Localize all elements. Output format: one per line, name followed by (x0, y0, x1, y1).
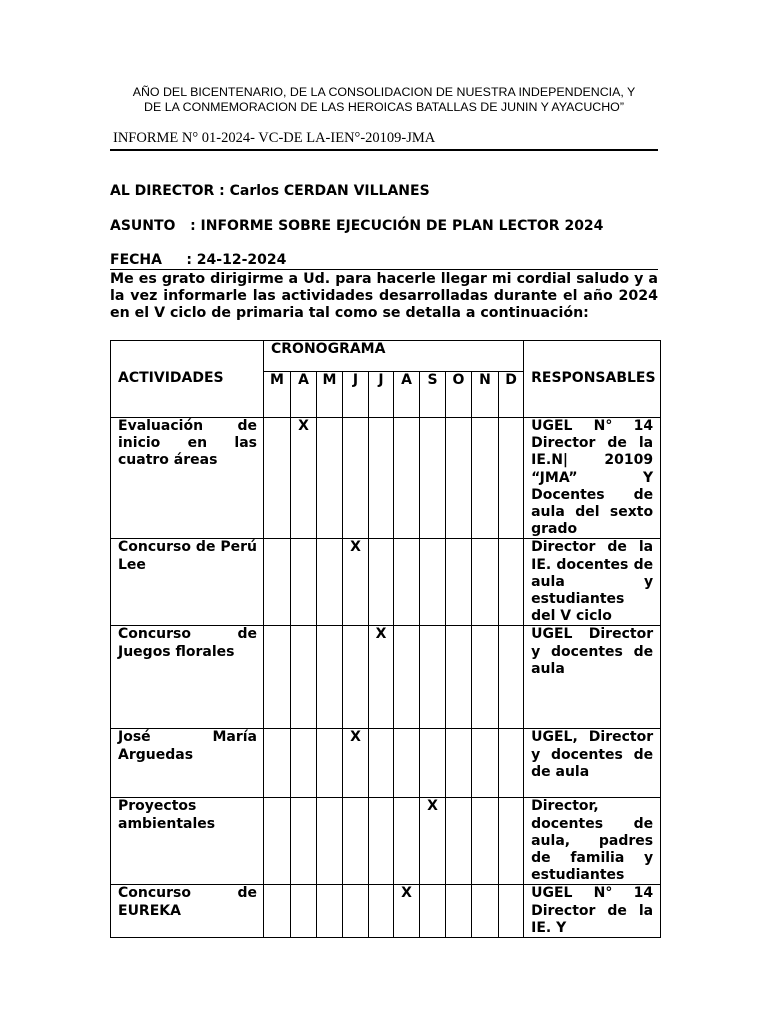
activity-cell: Concurso de Perú Lee (111, 539, 264, 626)
schedule-cell (369, 418, 394, 539)
header-rule (110, 149, 658, 151)
col-actividades-header: ACTIVIDADES (111, 341, 264, 418)
schedule-cell (317, 626, 343, 729)
schedule-cell (446, 539, 472, 626)
schedule-cell (420, 539, 446, 626)
month-header: J (369, 372, 394, 418)
table-row (111, 626, 661, 729)
responsables-cell: UGEL Director y docentes de aula (524, 626, 661, 729)
schedule-cell (499, 729, 524, 798)
responsables-cell: UGEL N° 14 Director de la IE.N| 20109 “JMA” Y Docentes de aula del sexto grado (524, 418, 661, 539)
schedule-cell (472, 418, 499, 539)
schedule-cell (291, 885, 317, 938)
body-paragraph: Me es grato dirigirme a Ud. para hacerle llegar mi cordial saludo y a la vez informarle las actividades desarrolladas durante el año 2024 en el V ciclo de primaria tal como se detalla a continuación: (110, 271, 658, 321)
month-header: A (291, 372, 317, 418)
schedule-mark: X (394, 885, 420, 938)
schedule-cell (317, 798, 343, 885)
month-header: O (446, 372, 472, 418)
activity-cell: Concurso de Juegos florales (111, 626, 264, 729)
schedule-cell (394, 729, 420, 798)
schedule-cell (369, 798, 394, 885)
schedule-cell (291, 798, 317, 885)
schedule-cell (420, 626, 446, 729)
responsables-cell: Director, docentes de aula, padres de familia y estudiantes (524, 798, 661, 885)
fecha-rule (110, 269, 658, 270)
schedule-cell (499, 798, 524, 885)
month-header: N (472, 372, 499, 418)
schedule-cell (499, 885, 524, 938)
activity-cell: José María Arguedas (111, 729, 264, 798)
schedule-cell (499, 626, 524, 729)
schedule-mark: X (420, 798, 446, 885)
schedule-cell (472, 626, 499, 729)
responsables-cell: UGEL N° 14 Director de la IE. Y (524, 885, 661, 938)
schedule-cell (394, 626, 420, 729)
schedule-cell (317, 539, 343, 626)
schedule-cell (291, 539, 317, 626)
schedule-cell (446, 885, 472, 938)
schedule-mark: X (343, 539, 369, 626)
schedule-cell (369, 729, 394, 798)
schedule-cell (264, 885, 291, 938)
schedule-cell (343, 418, 369, 539)
month-header: J (343, 372, 369, 418)
fecha-field: FECHA : 24-12-2024 (110, 252, 287, 268)
header-line-1: AÑO DEL BICENTENARIO, DE LA CONSOLIDACION DE NUESTRA INDEPENDENCIA, Y (132, 85, 636, 99)
informe-number: INFORME N° 01-2024- VC-DE LA-IEN°-20109-JMA (113, 130, 436, 146)
schedule-cell (394, 418, 420, 539)
col-cronograma-header: CRONOGRAMA (264, 341, 524, 372)
activity-cell: Evaluación de inicio en las cuatro áreas (111, 418, 264, 539)
schedule-cell (472, 798, 499, 885)
month-header: A (394, 372, 420, 418)
header-line-2: DE LA CONMEMORACION DE LAS HEROICAS BATALLAS DE JUNIN Y AYACUCHO” (144, 100, 624, 114)
director-field: AL DIRECTOR : Carlos CERDAN VILLANES (110, 183, 430, 199)
activity-cell: Proyectos ambientales (111, 798, 264, 885)
activity-cell: Concurso de EUREKA (111, 885, 264, 938)
schedule-cell (343, 626, 369, 729)
schedule-cell (472, 885, 499, 938)
schedule-cell (264, 729, 291, 798)
table-row (111, 798, 661, 885)
table-row (111, 729, 661, 798)
schedule-cell (394, 539, 420, 626)
schedule-cell (446, 418, 472, 539)
schedule-cell (472, 539, 499, 626)
activities-table (110, 340, 661, 938)
schedule-cell (264, 539, 291, 626)
month-header: M (317, 372, 343, 418)
month-header: D (499, 372, 524, 418)
schedule-cell (264, 798, 291, 885)
table-row (111, 539, 661, 626)
schedule-mark: X (369, 626, 394, 729)
schedule-cell (446, 798, 472, 885)
schedule-cell (343, 798, 369, 885)
table-header-row (111, 341, 661, 372)
schedule-cell (369, 885, 394, 938)
schedule-cell (446, 729, 472, 798)
schedule-cell (420, 729, 446, 798)
responsables-cell: Director de la IE. docentes de aula y estudiantes del V ciclo (524, 539, 661, 626)
schedule-cell (446, 626, 472, 729)
schedule-cell (472, 729, 499, 798)
month-header: M (264, 372, 291, 418)
schedule-cell (420, 418, 446, 539)
schedule-cell (420, 885, 446, 938)
asunto-field: ASUNTO : INFORME SOBRE EJECUCIÓN DE PLAN LECTOR 2024 (110, 218, 604, 234)
schedule-cell (291, 626, 317, 729)
schedule-cell (291, 729, 317, 798)
schedule-cell (317, 885, 343, 938)
month-header: S (420, 372, 446, 418)
schedule-cell (343, 885, 369, 938)
schedule-cell (317, 729, 343, 798)
table-row (111, 418, 661, 539)
schedule-cell (369, 539, 394, 626)
schedule-cell (499, 418, 524, 539)
schedule-cell (317, 418, 343, 539)
schedule-mark: X (343, 729, 369, 798)
schedule-cell (394, 798, 420, 885)
schedule-cell (499, 539, 524, 626)
table-row (111, 885, 661, 938)
col-responsables-header: RESPONSABLES (524, 341, 661, 418)
schedule-mark: X (291, 418, 317, 539)
schedule-cell (264, 626, 291, 729)
schedule-cell (264, 418, 291, 539)
responsables-cell: UGEL, Director y docentes de de aula (524, 729, 661, 798)
